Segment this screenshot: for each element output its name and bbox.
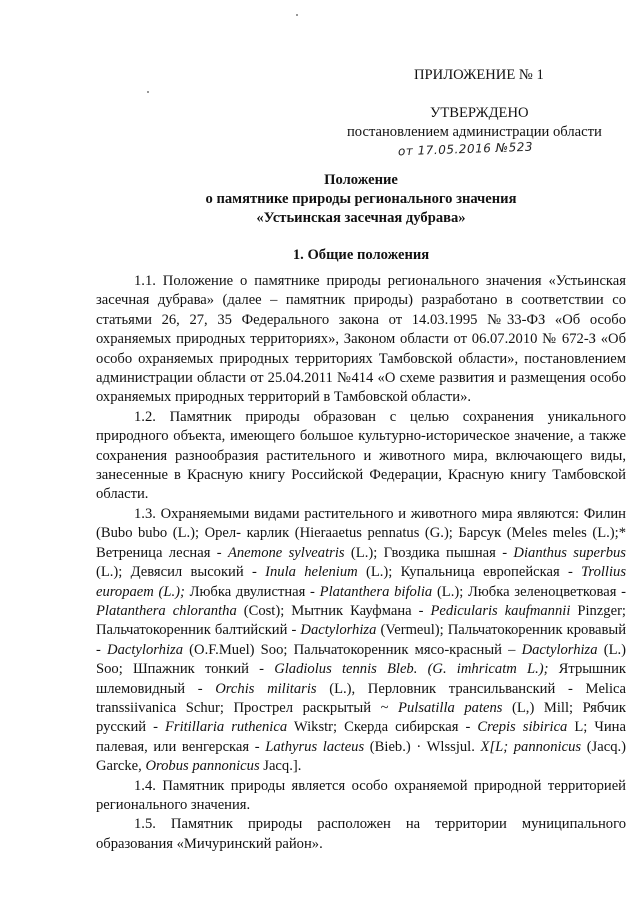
paragraph-1-1: 1.1. Положение о памятнике природы регионального значения «Устьинская засечная дубрава» (далее – памятник природы) разработано в соответствии со статьями 26, 27, 35 Федерального закона от 14.03.1995 №33-ФЗ «Об особо охраняемых природных территориях», Законом области от 06.07.2010 № 672-З «Об особо охраняемых природных территориях Тамбовской области», постановлением администрации области от 25.04.2011 №414 «О схеме развития и размещения особо охраняемых природных территорий в Тамбовской области».	[96, 273, 626, 406]
approved-label: УТВЕРЖДЕНО	[430, 105, 529, 121]
paragraph-1-2: 1.2. Памятник природы образован с целью сохранения уникального природного объекта, имеющего большое культурно-историческое значение, а также сохранения разнообразия растительного и животного мира, включающего виды, занесенные в Красную книгу Российской Федерации, Красную книгу Тамбовской области.	[96, 408, 626, 503]
title-line-3: «Устьинская засечная дубрава»	[256, 210, 466, 226]
paragraph-1-5: 1.5. Памятник природы расположен на территории муниципального образования «Мичуринский район».	[96, 816, 626, 852]
decree-label: постановлением администрации области	[347, 124, 602, 140]
scan-speck	[147, 91, 149, 93]
document-body	[96, 272, 626, 854]
handwritten-date-signature: от 17.05.2016 №523	[397, 139, 534, 159]
section-heading: 1. Общие положения	[292, 247, 430, 263]
title-line-1: Положение	[324, 172, 398, 188]
scan-speck	[296, 14, 298, 16]
paragraph-1-4: 1.4. Памятник природы является особо охраняемой природной территорией регионального значения.	[96, 777, 626, 813]
paragraph-1-3: 1.3. Охраняемыми видами растительного и животного мира являются: Филин (Bubo bubo (L.); Орел- карлик (Hieraaetus pennatus (G.); Барсук (Meles meles (L.);* Ветреница лесная - Anemone sylveatris (L.); Гвоздика пышная - Dianthus superbus (L.); Девясил высокий - Inula helenium (L.); Купальница европейская - Trollius europaem (L.); Любка двулистная - Platanthera bifolia (L.); Любка зеленоцветковая - Platanthera chlorantha (Cost); Мытник Кауфмана - Pedicularis kaufmannii Pinzger; Пальчатокоренник балтийский - Dactylorhiza (Vermeul); Пальчатокоренник кровавый - Dactylorhiza (O.F.Muel) Soo; Пальчатокоренник мясо-красный – Dactylorhiza (L.) Soo; Шпажник тонкий - Gladiolus tennis Bleb. (G. imhricatm L.); Ятрышник шлемовидный - Orchis militaris (L.), Перловник трансильванский - Melica transsiivanica Schur; Прострел раскрытый ~ Pulsatilla patens (L,) Mill; Рябчик русский - Fritillaria ruthenica Wikstr; Скерда сибирская - Crepis sibirica L; Чина палевая, или венгерская - Lathyrus lacteus (Bieb.) · Wlssjul. X[L; pannonicus (Jacq.) Garcke, Orobus pannonicus Jacq.].	[96, 505, 627, 775]
appendix-label: ПРИЛОЖЕНИЕ № 1	[414, 67, 544, 83]
title-line-2: о памятнике природы регионального значения	[205, 191, 517, 207]
